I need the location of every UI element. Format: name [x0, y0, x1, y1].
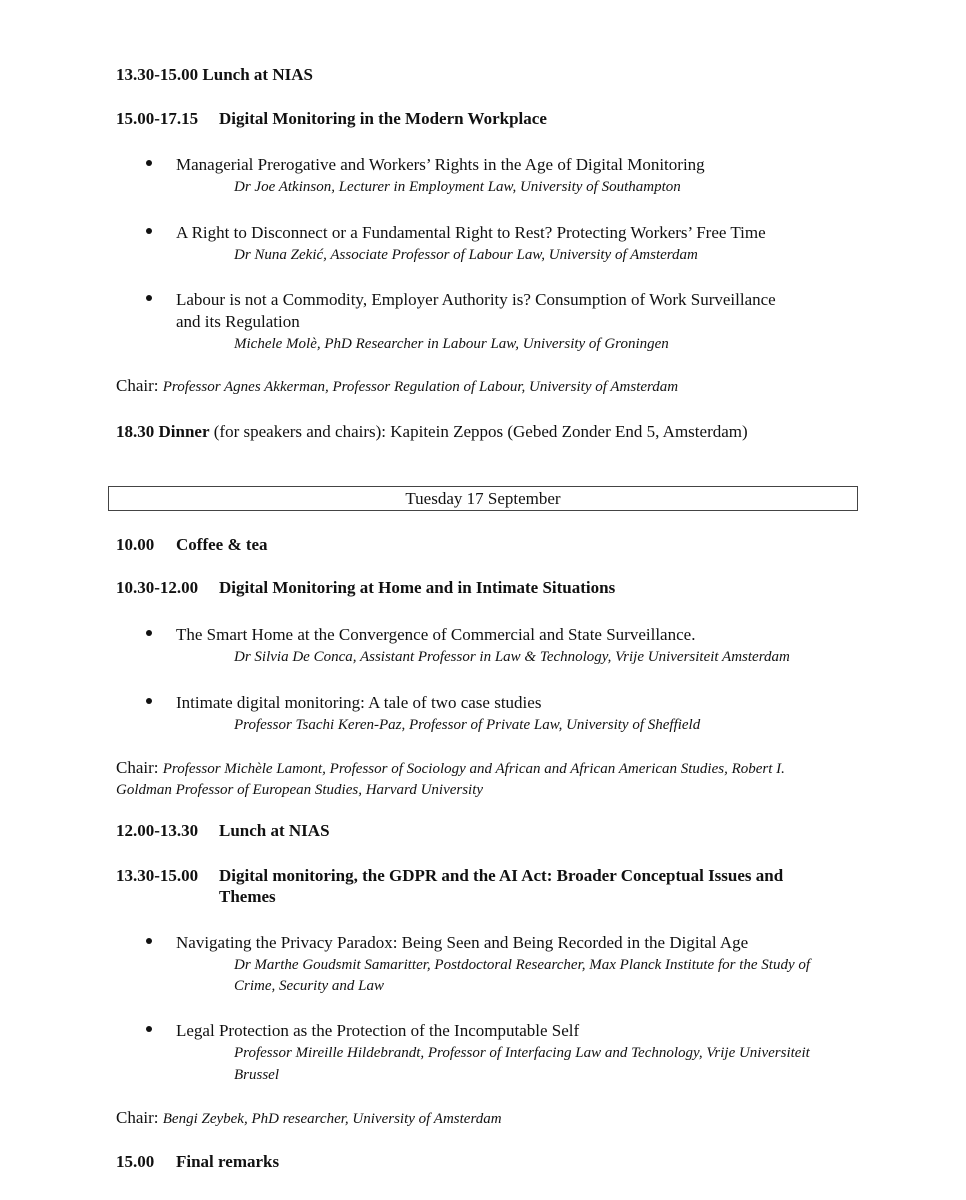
bullet-icon [146, 228, 152, 234]
session-title: Digital Monitoring at Home and in Intimate Situations [219, 578, 616, 597]
talk-speaker: Michele Molè, PhD Researcher in Labour Law, University of Groningen [234, 336, 669, 352]
talk-title: The Smart Home at the Convergence of Commercial and State Surveillance. [176, 625, 696, 644]
session-time: 10.30-12.00 [116, 578, 199, 597]
session-time: 15.00-17.15 [116, 109, 199, 128]
bullet-icon [146, 160, 152, 166]
chair-name: Professor Agnes Akkerman, Professor Regulation of Labour, University of Amsterdam [162, 379, 679, 395]
chair-name: Professor Michèle Lamont, Professor of Sociology and African and African American Studies, Robert I. [162, 761, 785, 777]
coffee-item [116, 534, 268, 556]
dinner-detail: (for speakers and chairs): Kapitein Zeppos (Gebed Zonder End 5, Amsterdam) [213, 422, 748, 441]
session-heading [116, 577, 615, 599]
talk-title-continued: and its Regulation [176, 312, 300, 331]
session-title-continued: Themes [219, 887, 276, 906]
talk-title: Managerial Prerogative and Workers’ Rights in the Age of Digital Monitoring [176, 155, 705, 174]
session-heading [116, 108, 547, 130]
session-heading [116, 865, 783, 887]
lunch-item [116, 820, 330, 842]
lunch-label: Lunch at NIAS [219, 821, 330, 840]
bullet-icon [146, 295, 152, 301]
chair-label: Chair: [116, 1108, 159, 1127]
dinner-item [116, 421, 748, 443]
talk-speaker: Professor Tsachi Keren-Paz, Professor of Private Law, University of Sheffield [234, 717, 701, 733]
final-label: Final remarks [176, 1152, 280, 1171]
talk-title: Legal Protection as the Protection of the Incomputable Self [176, 1021, 580, 1040]
talk-title: A Right to Disconnect or a Fundamental Right to Rest? Protecting Workers’ Free Time [176, 223, 766, 242]
chair-name: Bengi Zeybek, PhD researcher, University of Amsterdam [162, 1111, 502, 1127]
bullet-icon [146, 630, 152, 636]
talk-speaker-continued: Brussel [234, 1067, 279, 1083]
chair-label: Chair: [116, 376, 159, 395]
lunch-item [116, 64, 313, 86]
session-time: 13.30-15.00 [116, 866, 199, 885]
talk-title: Intimate digital monitoring: A tale of two case studies [176, 693, 542, 712]
dinner-label: Dinner [158, 422, 210, 441]
session-title: Digital Monitoring in the Modern Workplace [219, 109, 547, 128]
bullet-icon [146, 698, 152, 704]
chair-label: Chair: [116, 758, 159, 777]
talk-speaker: Dr Marthe Goudsmit Samaritter, Postdoctoral Researcher, Max Planck Institute for the Study of [234, 957, 811, 973]
talk-speaker: Professor Mireille Hildebrandt, Professor of Interfacing Law and Technology, Vrije Universiteit [234, 1045, 810, 1061]
talk-speaker-continued: Crime, Security and Law [234, 978, 384, 994]
bullet-icon [146, 938, 152, 944]
talk-title: Navigating the Privacy Paradox: Being Seen and Being Recorded in the Digital Age [176, 933, 749, 952]
session-chair [116, 1107, 502, 1130]
final-remarks-item [116, 1151, 279, 1173]
session-title: Digital monitoring, the GDPR and the AI Act: Broader Conceptual Issues and [219, 866, 784, 885]
talk-speaker: Dr Nuna Zekić, Associate Professor of Labour Law, University of Amsterdam [234, 247, 698, 263]
lunch-time: 13.30-15.00 [116, 65, 199, 84]
day-heading: Tuesday 17 September [108, 486, 858, 511]
bullet-icon [146, 1026, 152, 1032]
lunch-time: 12.00-13.30 [116, 821, 199, 840]
chair-name-continued: Goldman Professor of European Studies, Harvard University [116, 782, 484, 798]
talk-speaker: Dr Silvia De Conca, Assistant Professor in Law & Technology, Vrije Universiteit Amsterdam [234, 649, 790, 665]
final-time: 15.00 [116, 1152, 155, 1171]
session-chair [116, 757, 785, 780]
lunch-label: Lunch at NIAS [202, 65, 313, 84]
coffee-time: 10.00 [116, 535, 155, 554]
talk-speaker: Dr Joe Atkinson, Lecturer in Employment Law, University of Southampton [234, 179, 681, 195]
dinner-time: 18.30 [116, 422, 155, 441]
talk-title: Labour is not a Commodity, Employer Authority is? Consumption of Work Surveillance [176, 290, 776, 309]
coffee-label: Coffee & tea [176, 535, 268, 554]
session-chair [116, 375, 678, 398]
